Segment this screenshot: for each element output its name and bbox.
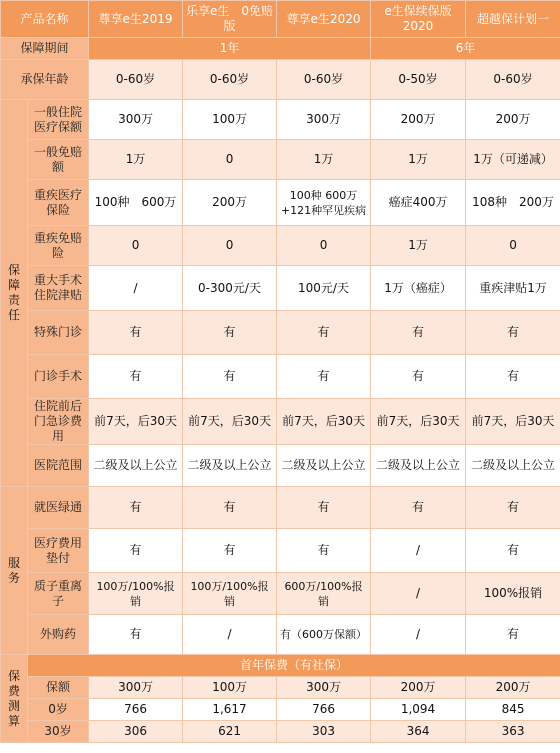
service-row bbox=[1, 573, 560, 615]
cell-value: 重疾津贴1万 bbox=[466, 266, 560, 311]
premium-row bbox=[1, 677, 560, 699]
cell-value: 有 bbox=[89, 615, 183, 655]
cell-value: 前7天，后30天 bbox=[89, 399, 183, 445]
row-label: 一般免赔额 bbox=[28, 140, 89, 180]
cell-value: 1万（可递减） bbox=[466, 140, 560, 180]
cell-value: 108种 200万 bbox=[466, 180, 560, 226]
cell-value: 0 bbox=[89, 226, 183, 266]
cell-value: 前7天，后30天 bbox=[277, 399, 371, 445]
cell-value: 有 bbox=[89, 355, 183, 399]
coverage-row bbox=[1, 311, 560, 355]
period-label: 保障期间 bbox=[1, 38, 89, 60]
cell-value: 364 bbox=[371, 721, 466, 743]
cell-value: / bbox=[371, 573, 466, 615]
product-header-2: 乐享e生 0免赔版 bbox=[183, 1, 277, 38]
product-header-3: 尊享e生2020 bbox=[277, 1, 371, 38]
cell-value: 1万（癌症） bbox=[371, 266, 466, 311]
row-label: 医院范围 bbox=[28, 445, 89, 487]
age-value: 0-60岁 bbox=[466, 60, 560, 100]
age-value: 0-60岁 bbox=[183, 60, 277, 100]
premium-row bbox=[1, 699, 560, 721]
cell-value: 有（600万保额） bbox=[277, 615, 371, 655]
coverage-row bbox=[1, 140, 560, 180]
cell-value: 100种 600万+121种罕见疾病 bbox=[277, 180, 371, 226]
cell-value: 有 bbox=[466, 615, 560, 655]
row-label: 外购药 bbox=[28, 615, 89, 655]
cell-value: 有 bbox=[466, 487, 560, 529]
cell-value: 200万 bbox=[466, 100, 560, 140]
cell-value: 0 bbox=[183, 140, 277, 180]
cell-value: 766 bbox=[277, 699, 371, 721]
coverage-row bbox=[1, 226, 560, 266]
age-value: 0-60岁 bbox=[277, 60, 371, 100]
cell-value: / bbox=[183, 615, 277, 655]
premium-title-row bbox=[1, 655, 560, 677]
cell-value: 363 bbox=[466, 721, 560, 743]
cell-value: 有 bbox=[89, 311, 183, 355]
cell-value: 前7天，后30天 bbox=[183, 399, 277, 445]
cell-value: 1,094 bbox=[371, 699, 466, 721]
cell-value: 1,617 bbox=[183, 699, 277, 721]
cell-value: 有 bbox=[371, 487, 466, 529]
product-name-header: 产品名称 bbox=[1, 1, 89, 38]
row-label: 质子重离子 bbox=[28, 573, 89, 615]
cell-value: 有 bbox=[277, 355, 371, 399]
period-one-year: 1年 bbox=[89, 38, 371, 60]
coverage-group-label: 保障责任 bbox=[1, 100, 28, 487]
age-value: 0-50岁 bbox=[371, 60, 466, 100]
product-header-4: e生保续保版2020 bbox=[371, 1, 466, 38]
period-six-year: 6年 bbox=[371, 38, 560, 60]
row-label: 门诊手术 bbox=[28, 355, 89, 399]
cell-value: 300万 bbox=[277, 677, 371, 699]
coverage-row bbox=[1, 445, 560, 487]
service-row bbox=[1, 615, 560, 655]
cell-value: 有 bbox=[277, 311, 371, 355]
row-label: 0岁 bbox=[28, 699, 89, 721]
cell-value: 有 bbox=[371, 355, 466, 399]
period-row bbox=[1, 38, 560, 60]
cell-value: 有 bbox=[277, 529, 371, 573]
cell-value: 1万 bbox=[277, 140, 371, 180]
cell-value: 100万 bbox=[183, 100, 277, 140]
coverage-row bbox=[1, 399, 560, 445]
cell-value: 有 bbox=[183, 311, 277, 355]
cell-value: 有 bbox=[183, 529, 277, 573]
coverage-row bbox=[1, 266, 560, 311]
cell-value: 0-300元/天 bbox=[183, 266, 277, 311]
cell-value: 766 bbox=[89, 699, 183, 721]
row-label: 一般住院医疗保额 bbox=[28, 100, 89, 140]
cell-value: 有 bbox=[466, 529, 560, 573]
premium-group-label: 保费测算 bbox=[1, 655, 28, 743]
cell-value: 200万 bbox=[183, 180, 277, 226]
row-label: 就医绿通 bbox=[28, 487, 89, 529]
cell-value: 200万 bbox=[371, 677, 466, 699]
service-row bbox=[1, 487, 560, 529]
cell-value: 1万 bbox=[89, 140, 183, 180]
cell-value: 100万/100%报销 bbox=[183, 573, 277, 615]
cell-value: 306 bbox=[89, 721, 183, 743]
coverage-row bbox=[1, 100, 560, 140]
age-label: 承保年龄 bbox=[1, 60, 89, 100]
cell-value: 303 bbox=[277, 721, 371, 743]
cell-value: 有 bbox=[466, 355, 560, 399]
service-row bbox=[1, 529, 560, 573]
cell-value: 300万 bbox=[277, 100, 371, 140]
row-label: 住院前后门急诊费用 bbox=[28, 399, 89, 445]
cell-value: 前7天，后30天 bbox=[466, 399, 560, 445]
cell-value: 二级及以上公立 bbox=[466, 445, 560, 487]
cell-value: 有 bbox=[89, 529, 183, 573]
cell-value: 600万/100%报销 bbox=[277, 573, 371, 615]
cell-value: 癌症400万 bbox=[371, 180, 466, 226]
cell-value: 100种 600万 bbox=[89, 180, 183, 226]
cell-value: / bbox=[371, 529, 466, 573]
row-label: 重大手术住院津贴 bbox=[28, 266, 89, 311]
cell-value: 200万 bbox=[371, 100, 466, 140]
cell-value: 621 bbox=[183, 721, 277, 743]
premium-title: 首年保费（有社保） bbox=[28, 655, 560, 677]
cell-value: 前7天，后30天 bbox=[371, 399, 466, 445]
cell-value: 二级及以上公立 bbox=[89, 445, 183, 487]
cell-value: 100元/天 bbox=[277, 266, 371, 311]
row-label: 30岁 bbox=[28, 721, 89, 743]
cell-value: 300万 bbox=[89, 677, 183, 699]
row-label: 保额 bbox=[28, 677, 89, 699]
product-header-5: 超越保计划一 bbox=[466, 1, 560, 38]
cell-value: 有 bbox=[371, 311, 466, 355]
age-value: 0-60岁 bbox=[89, 60, 183, 100]
cell-value: 有 bbox=[89, 487, 183, 529]
cell-value: 0 bbox=[277, 226, 371, 266]
product-header-1: 尊享e生2019 bbox=[89, 1, 183, 38]
cell-value: 二级及以上公立 bbox=[183, 445, 277, 487]
cell-value: 有 bbox=[277, 487, 371, 529]
cell-value: 有 bbox=[183, 355, 277, 399]
cell-value: 有 bbox=[183, 487, 277, 529]
cell-value: 二级及以上公立 bbox=[277, 445, 371, 487]
cell-value: 100万/100%报销 bbox=[89, 573, 183, 615]
cell-value: 0 bbox=[183, 226, 277, 266]
service-group-label: 服务 bbox=[1, 487, 28, 655]
cell-value: 100万 bbox=[183, 677, 277, 699]
cell-value: 二级及以上公立 bbox=[371, 445, 466, 487]
premium-row bbox=[1, 721, 560, 743]
cell-value: 1万 bbox=[371, 140, 466, 180]
coverage-row bbox=[1, 180, 560, 226]
coverage-row bbox=[1, 355, 560, 399]
row-label: 医疗费用垫付 bbox=[28, 529, 89, 573]
age-row bbox=[1, 60, 560, 100]
cell-value: 300万 bbox=[89, 100, 183, 140]
cell-value: / bbox=[89, 266, 183, 311]
row-label: 重疾医疗保险 bbox=[28, 180, 89, 226]
row-label: 特殊门诊 bbox=[28, 311, 89, 355]
cell-value: 200万 bbox=[466, 677, 560, 699]
cell-value: / bbox=[371, 615, 466, 655]
cell-value: 有 bbox=[466, 311, 560, 355]
row-label: 重疾免赔险 bbox=[28, 226, 89, 266]
header-row bbox=[1, 1, 560, 38]
cell-value: 1万 bbox=[371, 226, 466, 266]
cell-value: 845 bbox=[466, 699, 560, 721]
cell-value: 100%报销 bbox=[466, 573, 560, 615]
cell-value: 0 bbox=[466, 226, 560, 266]
